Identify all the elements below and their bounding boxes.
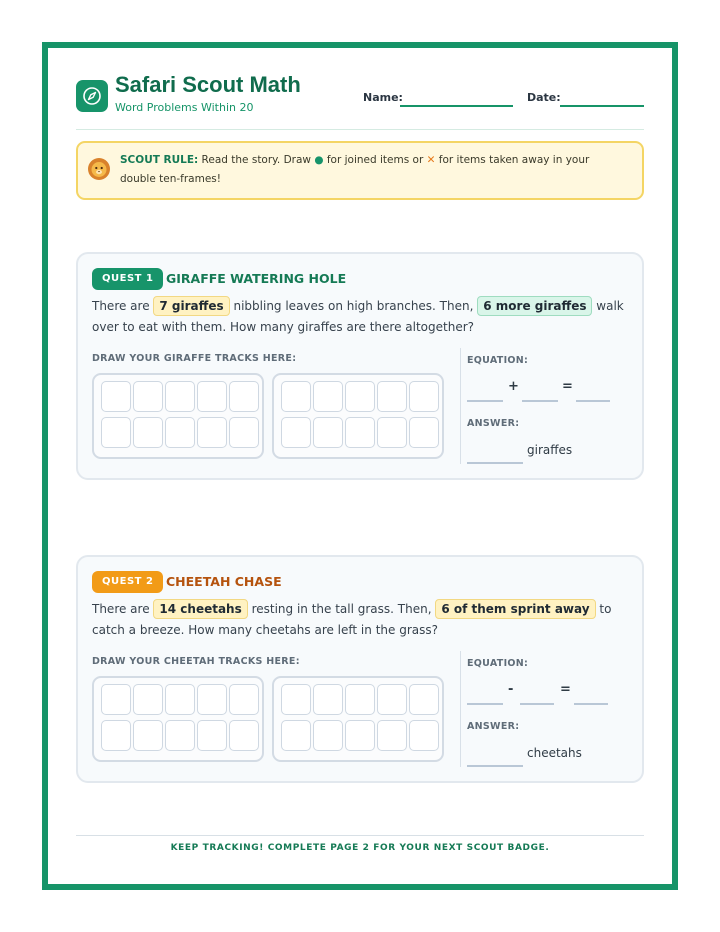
section-divider — [460, 651, 461, 767]
equation-label: EQUATION: — [467, 355, 529, 366]
answer-blank[interactable] — [467, 440, 523, 464]
scout-rule-text-2: for joined items or — [323, 154, 427, 166]
story-text: to catch a breeze. How many cheetahs are left in the grass? — [92, 602, 612, 637]
answer-label: ANSWER: — [467, 418, 520, 429]
equation-blank-1[interactable] — [467, 681, 503, 705]
ten-frame-cell[interactable] — [101, 381, 131, 412]
equation-operator: + — [508, 379, 519, 394]
compass-icon — [76, 80, 108, 112]
ten-frame-cell[interactable] — [133, 381, 163, 412]
answer-unit: cheetahs — [527, 746, 582, 760]
story-highlight-change: 6 more giraffes — [477, 296, 592, 316]
ten-frame-cell[interactable] — [345, 417, 375, 448]
quest-title: CHEETAH CHASE — [166, 574, 282, 589]
ten-frame-cell[interactable] — [197, 417, 227, 448]
ten-frame-cell[interactable] — [101, 720, 131, 751]
quest-card-1 — [76, 252, 644, 480]
ten-frame-cell[interactable] — [133, 684, 163, 715]
story-highlight-start: 14 cheetahs — [153, 599, 247, 619]
name-label: Name: — [363, 91, 403, 104]
ten-frame-cell[interactable] — [165, 684, 195, 715]
ten-frame-cell[interactable] — [101, 417, 131, 448]
ten-frame-cell[interactable] — [313, 381, 343, 412]
footer-divider — [76, 835, 644, 836]
page-title: Safari Scout Math — [115, 72, 301, 97]
story-highlight-change: 6 of them sprint away — [435, 599, 595, 619]
quest-story — [92, 599, 632, 641]
equation-equals: = — [562, 379, 573, 394]
ten-frame-cell[interactable] — [133, 720, 163, 751]
ten-frame-cell[interactable] — [165, 417, 195, 448]
story-text: There are — [92, 299, 154, 313]
ten-frame-right — [272, 676, 444, 762]
ten-frame-cell[interactable] — [229, 720, 259, 751]
ten-frame-cell[interactable] — [345, 684, 375, 715]
ten-frame-cell[interactable] — [409, 381, 439, 412]
ten-frame-cell[interactable] — [313, 720, 343, 751]
date-label: Date: — [527, 91, 561, 104]
ten-frame-cell[interactable] — [377, 417, 407, 448]
draw-label: DRAW YOUR GIRAFFE TRACKS HERE: — [92, 353, 297, 364]
scout-rule-lead: SCOUT RULE: — [120, 154, 199, 166]
page-subtitle: Word Problems Within 20 — [115, 101, 254, 114]
draw-label: DRAW YOUR CHEETAH TRACKS HERE: — [92, 656, 300, 667]
header-divider — [76, 129, 644, 130]
ten-frame-cell[interactable] — [197, 684, 227, 715]
ten-frame-cell[interactable] — [229, 684, 259, 715]
ten-frame-cell[interactable] — [377, 381, 407, 412]
answer-label: ANSWER: — [467, 721, 520, 732]
lion-icon — [87, 157, 111, 181]
equation-equals: = — [560, 682, 571, 697]
ten-frame-cell[interactable] — [101, 684, 131, 715]
scout-rule-text-1: Read the story. Draw — [198, 154, 315, 166]
footer-note: KEEP TRACKING! COMPLETE PAGE 2 FOR YOUR NEXT SCOUT BADGE. — [170, 843, 550, 853]
ten-frame-left — [92, 373, 264, 459]
story-highlight-start: 7 giraffes — [153, 296, 229, 316]
scout-rule-text-3: for items taken away in your double ten-frames! — [120, 154, 590, 185]
story-text: resting in the tall grass. Then, — [247, 602, 436, 616]
ten-frame-cell[interactable] — [165, 720, 195, 751]
ten-frame-cell[interactable] — [377, 720, 407, 751]
ten-frame-cell[interactable] — [281, 381, 311, 412]
ten-frame-cell[interactable] — [133, 417, 163, 448]
ten-frame-cell[interactable] — [197, 381, 227, 412]
section-divider — [460, 348, 461, 464]
date-field[interactable] — [560, 105, 644, 107]
equation-blank-1[interactable] — [467, 378, 503, 402]
equation-blank-result[interactable] — [576, 378, 610, 402]
ten-frame-cell[interactable] — [281, 684, 311, 715]
ten-frame-cell[interactable] — [313, 684, 343, 715]
ten-frame-cell[interactable] — [165, 381, 195, 412]
ten-frame-cell[interactable] — [345, 720, 375, 751]
quest-badge: QUEST 1 — [92, 268, 163, 290]
equation-blank-result[interactable] — [574, 681, 608, 705]
name-field[interactable] — [400, 105, 513, 107]
quest-title: GIRAFFE WATERING HOLE — [166, 271, 347, 286]
ten-frame-left — [92, 676, 264, 762]
ten-frame-cell[interactable] — [313, 417, 343, 448]
answer-unit: giraffes — [527, 443, 573, 457]
ten-frame-cell[interactable] — [345, 381, 375, 412]
answer-blank[interactable] — [467, 743, 523, 767]
ten-frame-cell[interactable] — [281, 417, 311, 448]
ten-frame-cell[interactable] — [409, 720, 439, 751]
ten-frame-cell[interactable] — [229, 381, 259, 412]
equation-blank-2[interactable] — [522, 378, 558, 402]
story-text: walk over to eat with them. How many giraffes are there altogether? — [92, 299, 624, 334]
join-dot-icon: ● — [314, 154, 324, 166]
equation-operator: - — [508, 682, 514, 697]
ten-frame-cell[interactable] — [409, 417, 439, 448]
quest-badge: QUEST 2 — [92, 571, 163, 593]
scout-rule-text — [120, 151, 620, 189]
take-away-x-icon: ✕ — [426, 154, 436, 166]
story-text: nibbling leaves on high branches. Then, — [229, 299, 478, 313]
quest-card-2 — [76, 555, 644, 783]
equation-blank-2[interactable] — [520, 681, 554, 705]
quest-story — [92, 296, 632, 338]
ten-frame-cell[interactable] — [229, 417, 259, 448]
ten-frame-right — [272, 373, 444, 459]
ten-frame-cell[interactable] — [197, 720, 227, 751]
story-text: There are — [92, 602, 154, 616]
ten-frame-cell[interactable] — [409, 684, 439, 715]
ten-frame-cell[interactable] — [377, 684, 407, 715]
ten-frame-cell[interactable] — [281, 720, 311, 751]
equation-label: EQUATION: — [467, 658, 529, 669]
